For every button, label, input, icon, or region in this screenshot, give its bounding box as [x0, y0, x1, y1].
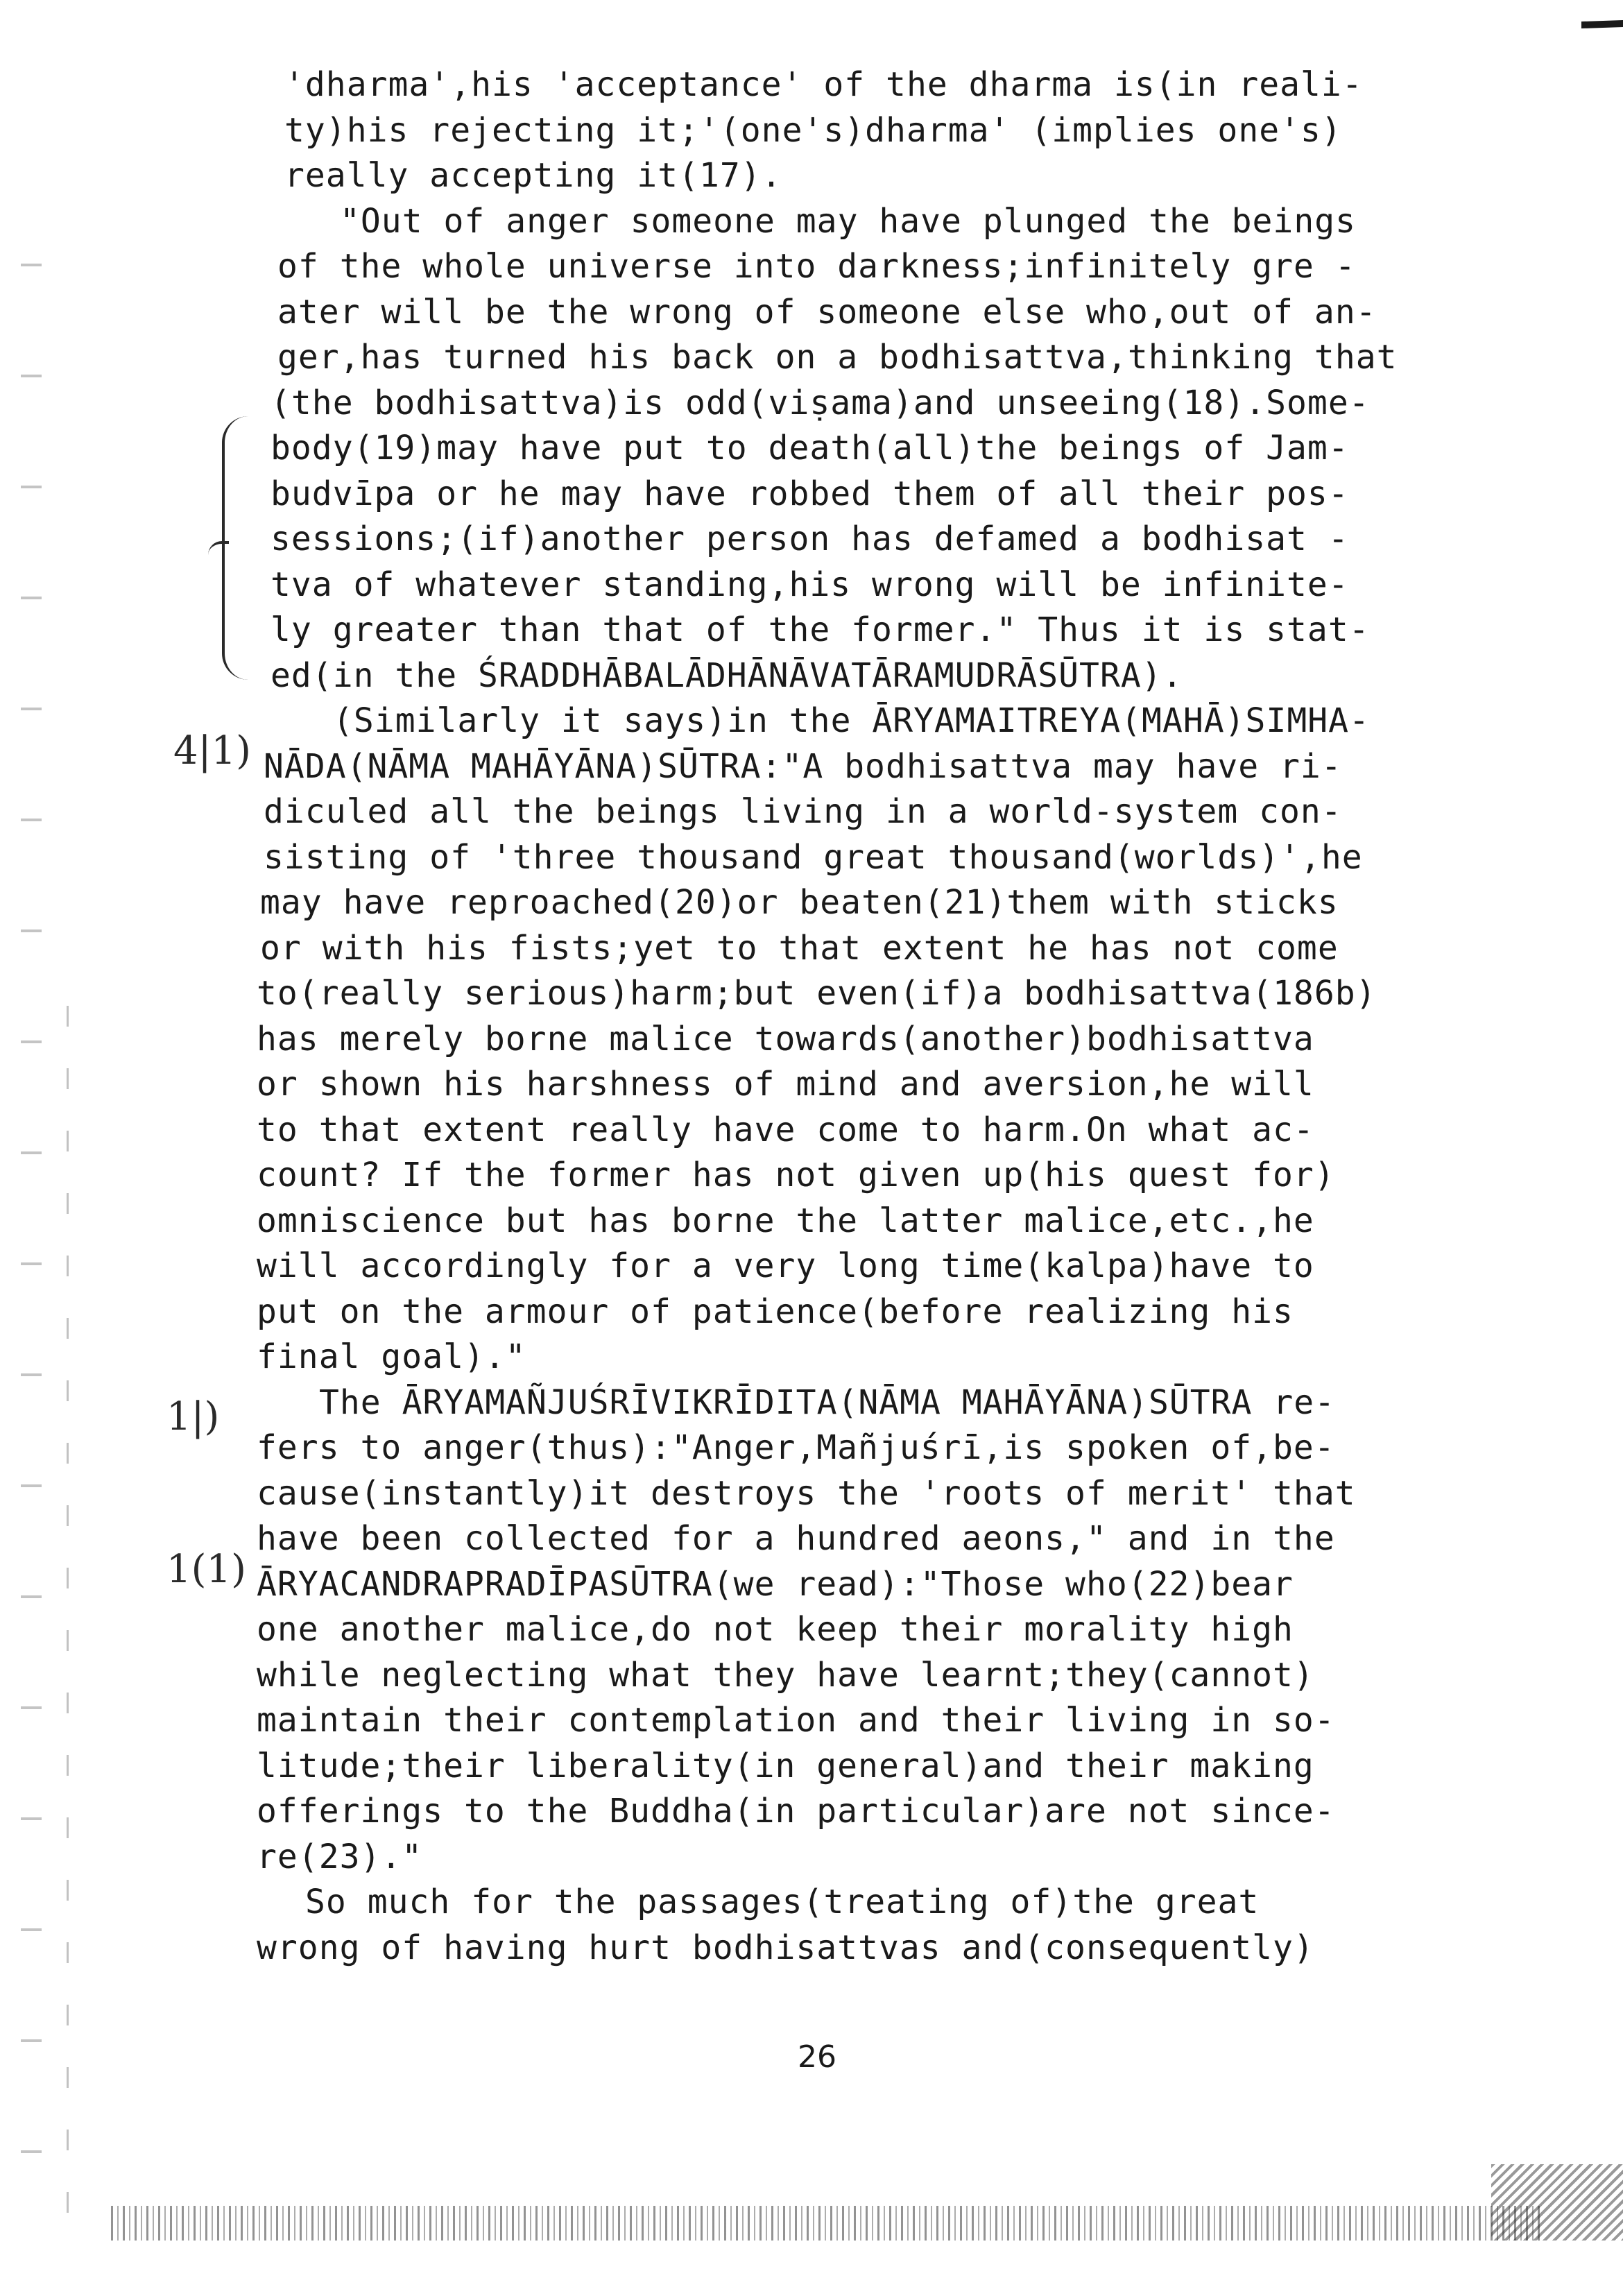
- text-line: "Out of anger someone may have plunged the beings: [340, 201, 1357, 241]
- text-line: So much for the passages(treating of)the great: [305, 1883, 1260, 1921]
- text-line: fers to anger(thus):"Anger,Mañjuśrī,is spoken of,be-: [257, 1428, 1335, 1467]
- text-line: really accepting it(17).: [284, 156, 782, 195]
- scan-edge-ticks: [21, 264, 42, 2206]
- text-line: NĀDA(NĀMA MAHĀYĀNA)SŪTRA:"A bodhisattva may have ri-: [264, 746, 1342, 786]
- page-number: 26: [798, 2039, 836, 2075]
- text-line: diculed all the beings living in a world-system con-: [264, 792, 1342, 831]
- text-line: maintain their contemplation and their living in so-: [257, 1701, 1335, 1740]
- text-line: offerings to the Buddha(in particular)are not since-: [257, 1792, 1335, 1831]
- text-line: tva of whatever standing,his wrong will be infinite-: [270, 565, 1349, 604]
- margin-note: 4|1): [173, 728, 251, 773]
- scan-noise-bottom: [111, 2206, 1540, 2241]
- text-line: while neglecting what they have learnt;they(cannot): [257, 1655, 1314, 1695]
- text-line: ly greater than that of the former." Thus it is stat-: [270, 610, 1370, 649]
- text-line: omniscience but has borne the latter malice,etc.,he: [257, 1201, 1314, 1240]
- text-line: one another malice,do not keep their morality high: [257, 1610, 1294, 1649]
- text-line: ater will be the wrong of someone else who,out of an-: [277, 292, 1377, 332]
- scan-noise-corner: [1491, 2164, 1623, 2241]
- text-line: ger,has turned his back on a bodhisattva,thinking that: [277, 338, 1398, 377]
- margin-note: 1|): [166, 1394, 220, 1439]
- margin-note: 1(1): [166, 1547, 246, 1592]
- text-line: sisting of 'three thousand great thousand(worlds)',he: [264, 837, 1363, 877]
- text-line: to that extent really have come to harm.On what ac-: [257, 1110, 1314, 1149]
- text-line: budvīpa or he may have robbed them of all their pos-: [270, 474, 1349, 513]
- text-line: put on the armour of patience(before realizing his: [257, 1292, 1294, 1331]
- text-line: has merely borne malice towards(another)bodhisattva: [257, 1019, 1314, 1059]
- text-line: litude;their liberality(in general)and their making: [257, 1746, 1314, 1785]
- text-line: will accordingly for a very long time(kalpa)have to: [257, 1246, 1314, 1285]
- text-line: sessions;(if)another person has defamed a bodhisat -: [270, 520, 1349, 558]
- text-line: ĀRYACANDRAPRADĪPASŪTRA(we read):"Those who(22)bear: [257, 1564, 1294, 1604]
- text-line: or shown his harshness of mind and aversion,he will: [257, 1065, 1314, 1104]
- text-line: wrong of having hurt bodhisattvas and(consequently): [257, 1928, 1314, 1967]
- text-line: (the bodhisattva)is odd(viṣama)and unseeing(18).Some-: [270, 383, 1370, 422]
- margin-brace-tip: [208, 541, 229, 558]
- text-line: body(19)may have put to death(all)the beings of Jam-: [270, 429, 1349, 468]
- text-line: cause(instantly)it destroys the 'roots of merit' that: [257, 1473, 1356, 1513]
- text-line: of the whole universe into darkness;infinitely gre -: [277, 247, 1356, 286]
- page-body: [257, 62, 1540, 1971]
- text-line: re(23).": [257, 1837, 423, 1876]
- text-line: final goal).": [257, 1337, 526, 1376]
- text-line: ed(in the ŚRADDHĀBALĀDHĀNĀVATĀRAMUDRĀSŪTRA).: [270, 656, 1183, 695]
- corner-mark: [1581, 20, 1623, 28]
- text-line: 'dharma',his 'acceptance' of the dharma is(in reali-: [284, 65, 1363, 104]
- text-line: ty)his rejecting it;'(one's)dharma' (implies one's): [284, 110, 1342, 150]
- text-line: or with his fists;yet to that extent he has not come: [260, 928, 1339, 968]
- text-line: count? If the former has not given up(his quest for): [257, 1156, 1335, 1194]
- text-line: have been collected for a hundred aeons," and in the: [257, 1519, 1335, 1558]
- text-line: The ĀRYAMAÑJUŚRĪVIKRĪDITA(NĀMA MAHĀYĀNA)SŪTRA re-: [319, 1382, 1336, 1422]
- text-line: to(really serious)harm;but even(if)a bodhisattva(186b): [257, 974, 1377, 1013]
- scan-edge-rule: [67, 1006, 69, 2241]
- text-line: (Similarly it says)in the ĀRYAMAITREYA(MAHĀ)SIMHA-: [333, 701, 1370, 740]
- text-line: may have reproached(20)or beaten(21)them with sticks: [260, 883, 1339, 922]
